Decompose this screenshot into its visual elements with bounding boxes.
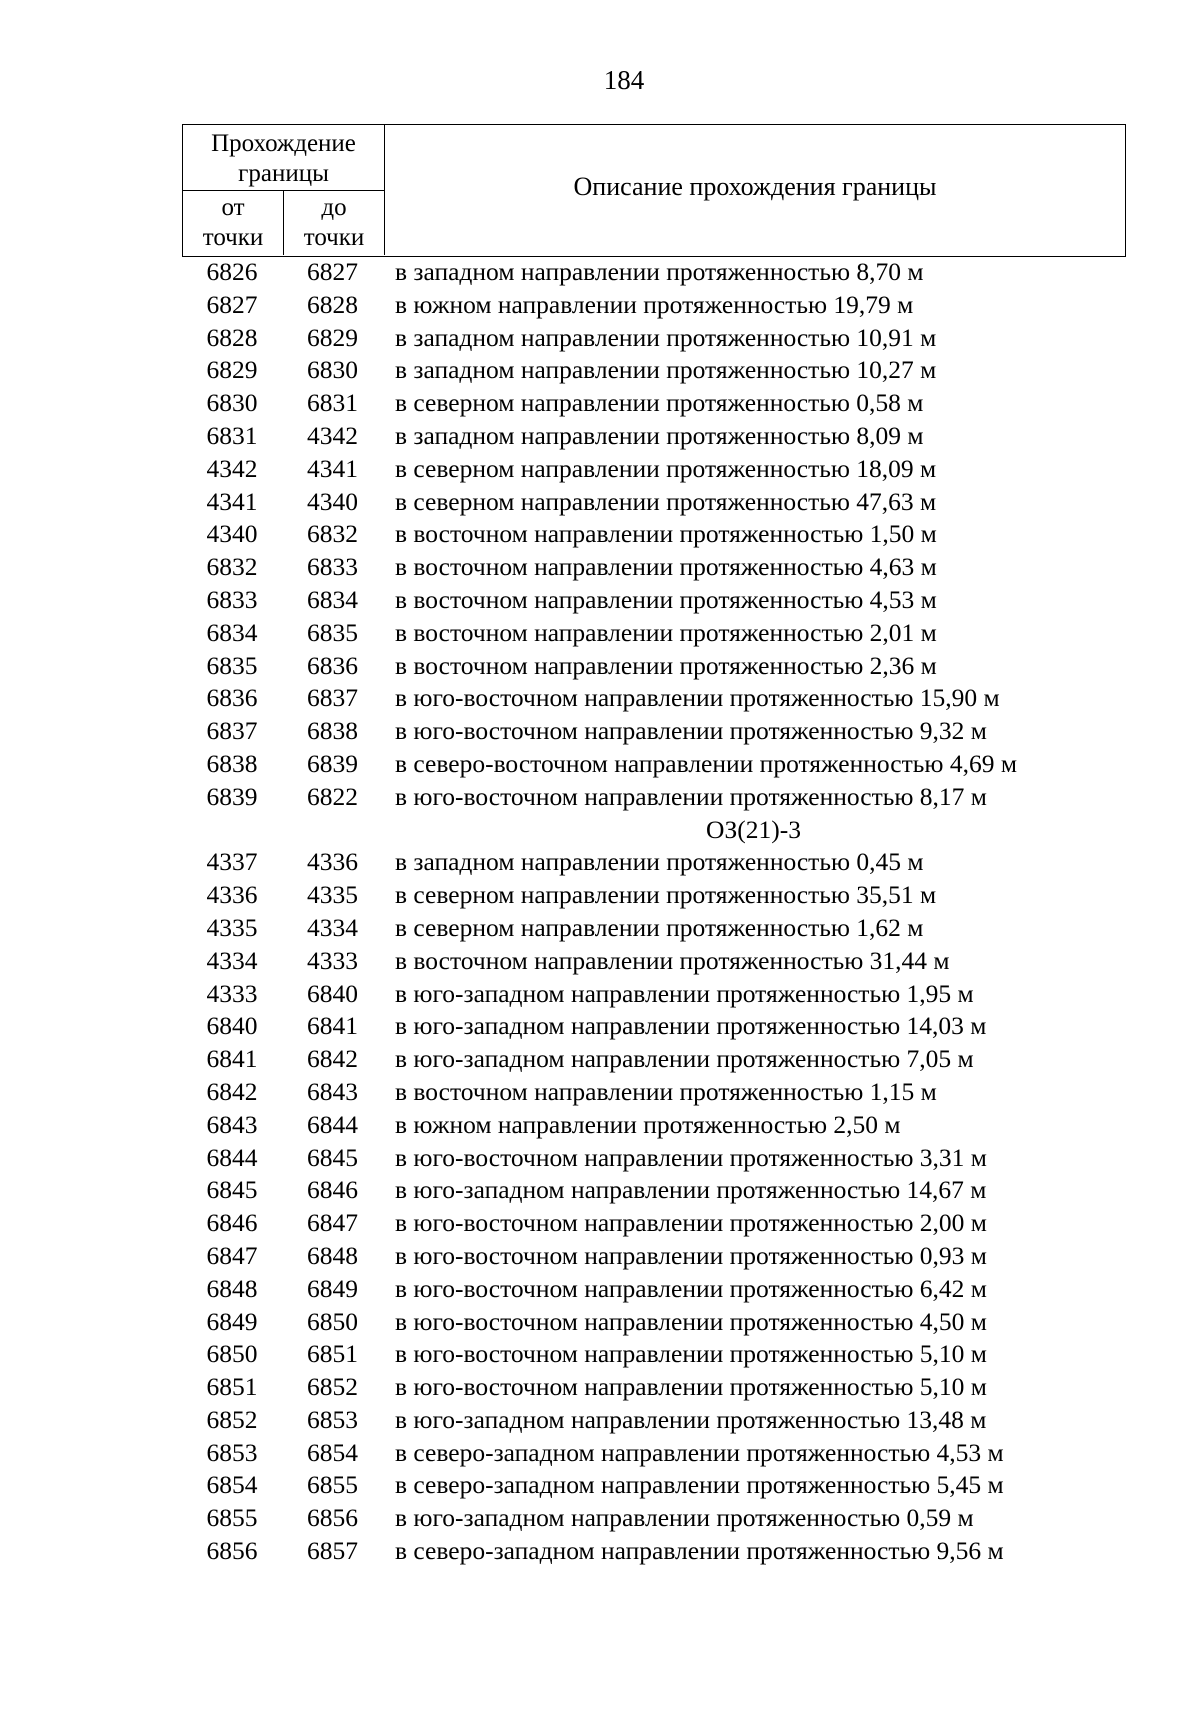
description-cell: в юго-восточном направлении протяженностью 6,42 м	[395, 1273, 987, 1303]
table-row	[182, 420, 1126, 453]
page-number: 184	[603, 65, 645, 95]
from-point-cell: 4336	[206, 880, 258, 910]
from-point-cell: 6828	[206, 322, 258, 352]
from-point-cell: 6845	[206, 1175, 258, 1205]
table-row	[182, 1469, 1126, 1502]
description-cell: в юго-восточном направлении протяженностью 5,10 м	[395, 1339, 987, 1369]
description-cell: в юго-западном направлении протяженностью 0,59 м	[395, 1503, 974, 1533]
description-cell: в восточном направлении протяженностью 2,36 м	[395, 650, 937, 680]
description-cell: в северном направлении протяженностью 47,63 м	[395, 486, 937, 516]
from-point-cell: 6835	[206, 650, 258, 680]
description-cell: в западном направлении протяженностью 8,09 м	[395, 420, 924, 450]
from-point-cell: 6833	[206, 584, 258, 614]
description-cell: в северном направлении протяженностью 18,09 м	[395, 453, 937, 483]
to-point-cell: 4341	[307, 453, 358, 483]
description-cell: в восточном направлении протяженностью 31,44 м	[395, 945, 950, 975]
description-cell: в юго-западном направлении протяженностью 7,05 м	[395, 1044, 974, 1074]
to-point-cell: 6850	[307, 1306, 358, 1336]
to-point-cell: 6849	[307, 1273, 358, 1303]
table-row	[182, 518, 1126, 551]
table-row	[182, 289, 1126, 322]
from-point-cell: 6829	[206, 355, 258, 385]
from-point-cell: 4334	[206, 945, 258, 975]
to-point-cell: 6833	[307, 552, 358, 582]
header-from-line1: от	[221, 194, 245, 221]
to-point-cell: 4333	[307, 945, 358, 975]
description-cell: в юго-восточном направлении протяженностью 4,50 м	[395, 1306, 987, 1336]
from-point-cell: 4337	[206, 847, 258, 877]
description-cell: в западном направлении протяженностью 8,70 м	[395, 257, 924, 286]
from-point-cell: 6841	[206, 1044, 258, 1074]
table-row	[182, 748, 1126, 781]
table-row	[182, 1437, 1126, 1470]
table-row	[182, 453, 1126, 486]
description-cell: в западном направлении протяженностью 10,91 м	[395, 322, 937, 352]
from-point-cell: 6826	[206, 257, 258, 286]
to-point-cell: 6840	[307, 978, 358, 1008]
to-point-cell: 6848	[307, 1240, 358, 1270]
description-cell: в юго-западном направлении протяженностью 14,03 м	[395, 1011, 987, 1041]
description-cell: в юго-восточном направлении протяженностью 8,17 м	[395, 781, 987, 811]
from-point-cell: 6847	[206, 1240, 258, 1270]
header-to-point	[283, 191, 384, 255]
description-cell: в восточном направлении протяженностью 1,50 м	[395, 519, 937, 549]
from-point-cell: 6851	[206, 1372, 258, 1402]
to-point-cell: 4336	[307, 847, 358, 877]
to-point-cell: 6838	[307, 716, 358, 746]
to-point-cell: 6830	[307, 355, 358, 385]
table-row	[182, 1306, 1126, 1339]
from-point-cell: 6840	[206, 1011, 258, 1041]
description-cell: в северном направлении протяженностью 1,62 м	[395, 912, 924, 942]
to-point-cell: 6846	[307, 1175, 358, 1205]
from-point-cell: 6854	[206, 1470, 258, 1500]
from-point-cell: 6837	[206, 716, 258, 746]
to-point-cell: 6827	[307, 257, 358, 286]
table-row	[182, 978, 1126, 1011]
description-cell: в юго-восточном направлении протяженностью 9,32 м	[395, 716, 987, 746]
header-from-point	[183, 191, 283, 255]
from-point-cell: 4341	[206, 486, 258, 516]
description-cell: в юго-восточном направлении протяженностью 2,00 м	[395, 1208, 987, 1238]
to-point-cell: 6854	[307, 1437, 358, 1467]
to-point-cell: 4342	[307, 420, 358, 450]
table-row	[182, 781, 1126, 814]
description-cell: в северном направлении протяженностью 0,58 м	[395, 388, 924, 418]
to-point-cell: 6822	[307, 781, 358, 811]
description-cell: в северо-западном направлении протяженностью 4,53 м	[395, 1437, 1004, 1467]
header-description: Описание прохождения границы	[384, 125, 1125, 255]
description-cell: в восточном направлении протяженностью 4,63 м	[395, 552, 937, 582]
description-cell: в юго-западном направлении протяженностью 1,95 м	[395, 978, 974, 1008]
from-point-cell: 4340	[206, 519, 258, 549]
description-cell: в восточном направлении протяженностью 1,15 м	[395, 1076, 937, 1106]
to-point-cell: 6852	[307, 1372, 358, 1402]
from-point-cell: 6831	[206, 420, 258, 450]
table-row	[182, 584, 1126, 617]
table-body	[182, 256, 1126, 1568]
to-point-cell: 6839	[307, 748, 358, 778]
from-point-cell: 4333	[206, 978, 258, 1008]
to-point-cell: 6853	[307, 1404, 358, 1434]
to-point-cell: 6835	[307, 617, 358, 647]
to-point-cell: 6836	[307, 650, 358, 680]
from-point-cell: 6842	[206, 1076, 258, 1106]
section-heading-row	[182, 814, 1126, 847]
from-point-cell: 6843	[206, 1109, 258, 1139]
description-cell: в южном направлении протяженностью 19,79 м	[395, 289, 914, 319]
from-point-cell: 4335	[206, 912, 258, 942]
description-cell: в северном направлении протяженностью 35,51 м	[395, 880, 937, 910]
to-point-cell: 6832	[307, 519, 358, 549]
from-point-cell: 4342	[206, 453, 258, 483]
to-point-cell: 6851	[307, 1339, 358, 1369]
to-point-cell: 6828	[307, 289, 358, 319]
description-cell: в юго-восточном направлении протяженностью 15,90 м	[395, 683, 1000, 713]
header-boundary-passage-line2: границы	[238, 160, 329, 187]
table-row	[182, 387, 1126, 420]
section-heading: ОЗ(21)-3	[706, 814, 801, 844]
to-point-cell: 6856	[307, 1503, 358, 1533]
table-row	[182, 1371, 1126, 1404]
description-cell: в юго-восточном направлении протяженностью 3,31 м	[395, 1142, 987, 1172]
to-point-cell: 6845	[307, 1142, 358, 1172]
to-point-cell: 6829	[307, 322, 358, 352]
header-to-line2: точки	[303, 224, 365, 251]
from-point-cell: 6846	[206, 1208, 258, 1238]
description-cell: в восточном направлении протяженностью 2,01 м	[395, 617, 937, 647]
to-point-cell: 6841	[307, 1011, 358, 1041]
description-cell: в западном направлении протяженностью 0,45 м	[395, 847, 924, 877]
table-row	[182, 1109, 1126, 1142]
to-point-cell: 6842	[307, 1044, 358, 1074]
table-row	[182, 650, 1126, 683]
from-point-cell: 6849	[206, 1306, 258, 1336]
table-row	[182, 551, 1126, 584]
from-point-cell: 6853	[206, 1437, 258, 1467]
to-point-cell: 4340	[307, 486, 358, 516]
header-from-line2: точки	[202, 224, 264, 251]
table-row	[182, 1174, 1126, 1207]
header-boundary-passage	[183, 125, 384, 191]
table-header	[182, 124, 1126, 257]
to-point-cell: 4335	[307, 880, 358, 910]
table-row	[182, 354, 1126, 387]
description-cell: в юго-восточном направлении протяженностью 5,10 м	[395, 1372, 987, 1402]
description-cell: в северо-восточном направлении протяженностью 4,69 м	[395, 748, 1017, 778]
from-point-cell: 6855	[206, 1503, 258, 1533]
table-row	[182, 715, 1126, 748]
from-point-cell: 6844	[206, 1142, 258, 1172]
from-point-cell: 6839	[206, 781, 258, 811]
description-cell: в южном направлении протяженностью 2,50 м	[395, 1109, 901, 1139]
from-point-cell: 6852	[206, 1404, 258, 1434]
table-row	[182, 1207, 1126, 1240]
to-point-cell: 6837	[307, 683, 358, 713]
table-row	[182, 322, 1126, 355]
table-row	[182, 945, 1126, 978]
from-point-cell: 6830	[206, 388, 258, 418]
from-point-cell: 6832	[206, 552, 258, 582]
header-boundary-passage-line1: Прохождение	[211, 130, 356, 157]
to-point-cell: 6847	[307, 1208, 358, 1238]
table-row	[182, 1010, 1126, 1043]
to-point-cell: 6857	[307, 1536, 358, 1566]
from-point-cell: 6827	[206, 289, 258, 319]
table-row	[182, 1502, 1126, 1535]
from-point-cell: 6838	[206, 748, 258, 778]
description-cell: в северо-западном направлении протяженностью 9,56 м	[395, 1536, 1004, 1566]
table-row	[182, 1404, 1126, 1437]
table-row	[182, 1043, 1126, 1076]
table-row	[182, 1240, 1126, 1273]
table-row	[182, 256, 1126, 289]
table-row	[182, 1338, 1126, 1371]
description-cell: в западном направлении протяженностью 10,27 м	[395, 355, 937, 385]
to-point-cell: 6855	[307, 1470, 358, 1500]
from-point-cell: 6856	[206, 1536, 258, 1566]
from-point-cell: 6848	[206, 1273, 258, 1303]
description-cell: в юго-западном направлении протяженностью 13,48 м	[395, 1404, 987, 1434]
table-row	[182, 682, 1126, 715]
from-point-cell: 6850	[206, 1339, 258, 1369]
to-point-cell: 6831	[307, 388, 358, 418]
table-row	[182, 879, 1126, 912]
table-row	[182, 1273, 1126, 1306]
description-cell: в восточном направлении протяженностью 4,53 м	[395, 584, 937, 614]
to-point-cell: 6844	[307, 1109, 358, 1139]
to-point-cell: 6834	[307, 584, 358, 614]
to-point-cell: 4334	[307, 912, 358, 942]
from-point-cell: 6836	[206, 683, 258, 713]
table-row	[182, 1535, 1126, 1568]
header-to-line1: до	[321, 194, 347, 221]
from-point-cell: 6834	[206, 617, 258, 647]
table-row	[182, 1142, 1126, 1175]
table-row	[182, 617, 1126, 650]
description-cell: в юго-восточном направлении протяженностью 0,93 м	[395, 1240, 987, 1270]
table-row	[182, 846, 1126, 879]
description-cell: в северо-западном направлении протяженностью 5,45 м	[395, 1470, 1004, 1500]
table-row	[182, 1076, 1126, 1109]
to-point-cell: 6843	[307, 1076, 358, 1106]
description-cell: в юго-западном направлении протяженностью 14,67 м	[395, 1175, 987, 1205]
table-row	[182, 912, 1126, 945]
table-row	[182, 486, 1126, 519]
